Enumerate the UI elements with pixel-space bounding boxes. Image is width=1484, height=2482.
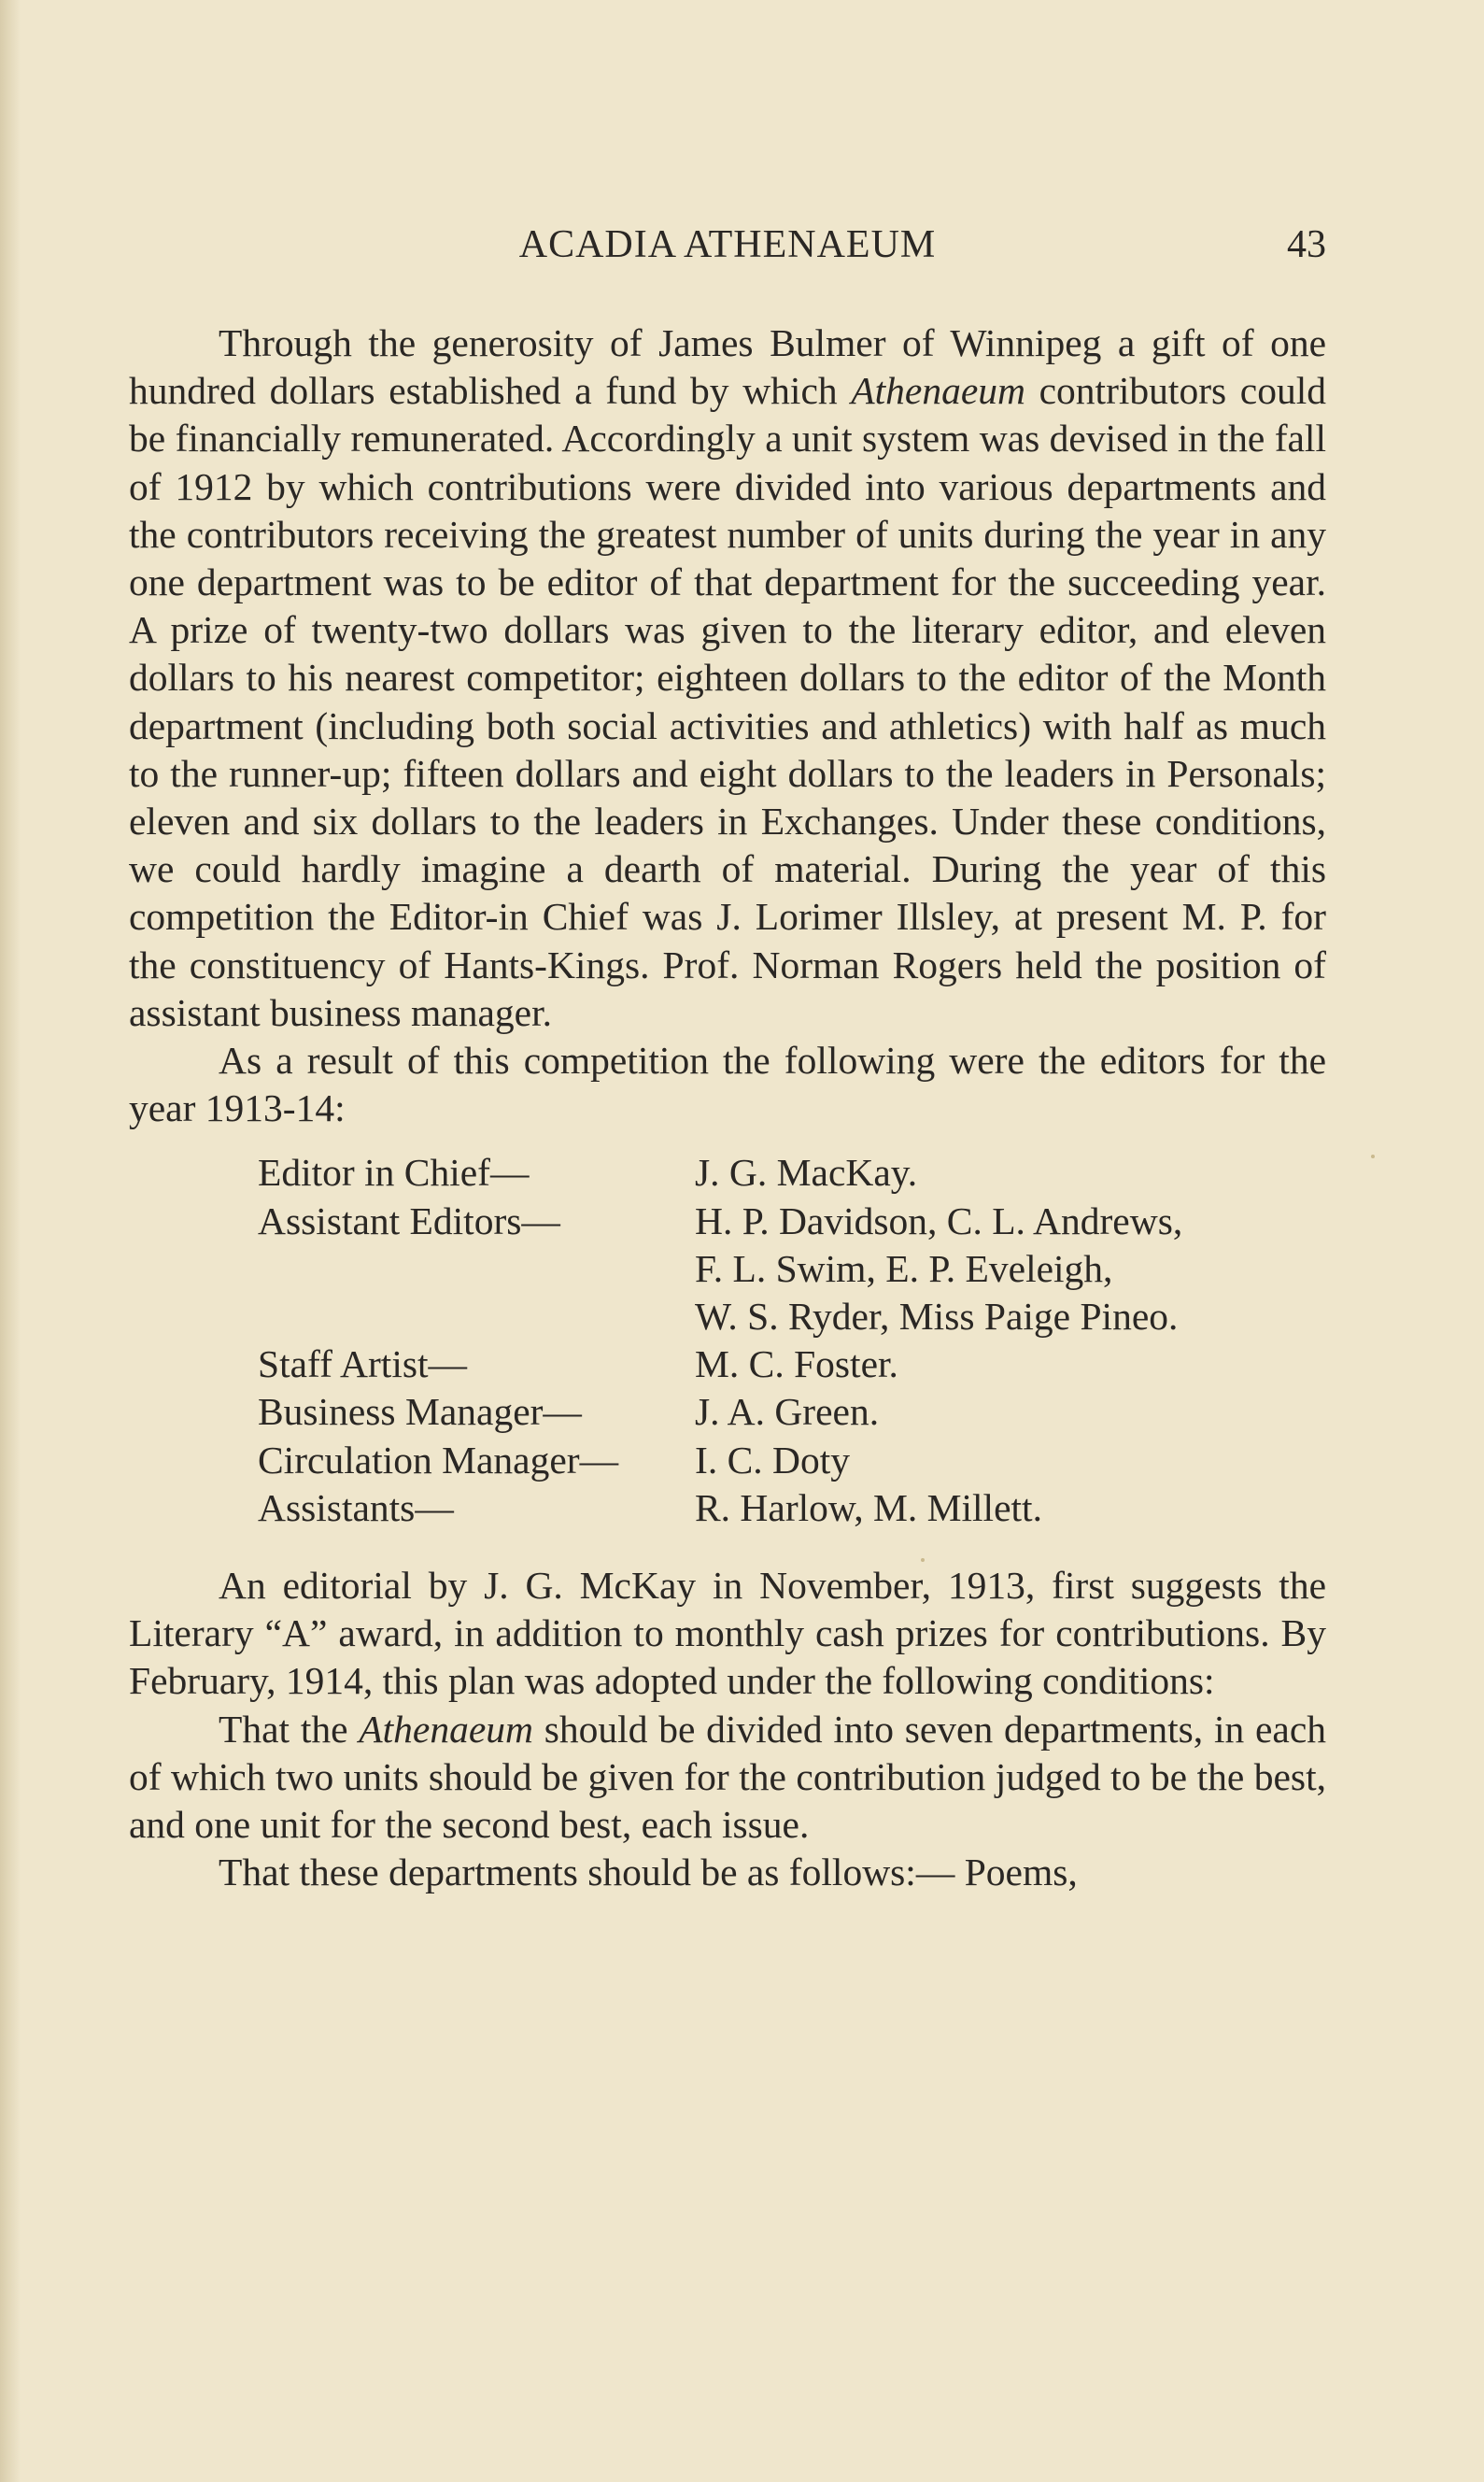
staff-role: Editor in Chief— xyxy=(258,1151,530,1195)
staff-row xyxy=(258,1484,1182,1532)
paper-speck xyxy=(1371,1155,1375,1158)
staff-role: Assistant Editors— xyxy=(258,1198,560,1242)
staff-role: Business Manager— xyxy=(258,1390,582,1434)
paragraph-text: should be divided into seven departments, in each of which two units should be given for the contribution judged to be the best, and one unit for the second best, each issue. xyxy=(129,1707,1326,1847)
staff-names: I. C. Doty xyxy=(695,1438,850,1482)
paragraph-literary-award: An editorial by J. G. McKay in November, 1913, first suggests the Literary “A” award, in addition to monthly cash prizes for contributions. By February, 1914, this plan was adopted under the following conditions: xyxy=(129,1564,1326,1703)
staff-row xyxy=(258,1245,1182,1293)
staff-list xyxy=(258,1149,1182,1532)
staff-role xyxy=(258,1245,695,1293)
page-body xyxy=(129,319,1326,1897)
staff-role xyxy=(258,1293,695,1340)
italic-athenaeum: Athenaeum xyxy=(359,1707,533,1751)
staff-role: Assistants— xyxy=(258,1485,454,1529)
staff-names: R. Harlow, M. Millett. xyxy=(695,1485,1042,1529)
staff-role: Circulation Manager— xyxy=(258,1438,619,1482)
running-header xyxy=(129,222,1326,278)
staff-names: J. A. Green. xyxy=(695,1390,880,1434)
page-edge xyxy=(0,0,21,2482)
paragraph-seven-departments xyxy=(129,1706,1326,1850)
staff-names: W. S. Ryder, Miss Paige Pineo. xyxy=(695,1295,1179,1339)
staff-row xyxy=(258,1437,1182,1484)
staff-names: M. C. Foster. xyxy=(695,1342,898,1386)
paper-speck xyxy=(921,1558,925,1562)
staff-role: Staff Artist— xyxy=(258,1342,468,1386)
staff-row xyxy=(258,1388,1182,1436)
staff-row xyxy=(258,1149,1182,1197)
paragraph-text: contributors could be financially remunerated. Accordingly a unit system was devised in the fall of 1912 by which contributions were divided into various departments and the contributors receiving the greatest number of units during the year in any one department was to be editor of that department for the succeeding year. A prize of twenty-two dollars was given to the literary editor, and eleven dollars to his nearest competitor; eighteen dollars to the editor of the Month department (including both social activities and athletics) with half as much to the runner-up; fifteen dollars and eight dollars to the leaders in Personals; eleven and six dollars to the leaders in Exchanges. Under these conditions, we could hardly imagine a dearth of material. During the year of this competition the Editor-in Chief was J. Lorimer Illsley, at present M. P. for the constituency of Hants-Kings. Prof. Norman Rogers held the position of assistant business manager. xyxy=(129,369,1327,1034)
staff-names: F. L. Swim, E. P. Eveleigh, xyxy=(695,1246,1113,1290)
paragraph-text: That the xyxy=(219,1707,360,1751)
paragraph-bulmer-fund xyxy=(129,319,1326,1037)
italic-athenaeum: Athenaeum xyxy=(851,369,1025,413)
staff-row xyxy=(258,1340,1182,1388)
page-number: 43 xyxy=(1287,223,1326,266)
paragraph-text: Through the generosity of James Bulmer of Winnipeg a gift of one hundred dollars established a fund by which xyxy=(129,321,1326,413)
running-title: ACADIA ATHENAEUM xyxy=(518,223,937,266)
paragraph-editors-intro: As a result of this competition the following were the editors for the year 1913-14: xyxy=(129,1039,1326,1130)
staff-row xyxy=(258,1293,1182,1340)
staff-names: H. P. Davidson, C. L. Andrews, xyxy=(695,1198,1183,1242)
staff-row xyxy=(258,1198,1182,1245)
paragraph-departments-list: That these departments should be as follows:— Poems, xyxy=(219,1851,1078,1894)
staff-names: J. G. MacKay. xyxy=(695,1151,918,1195)
